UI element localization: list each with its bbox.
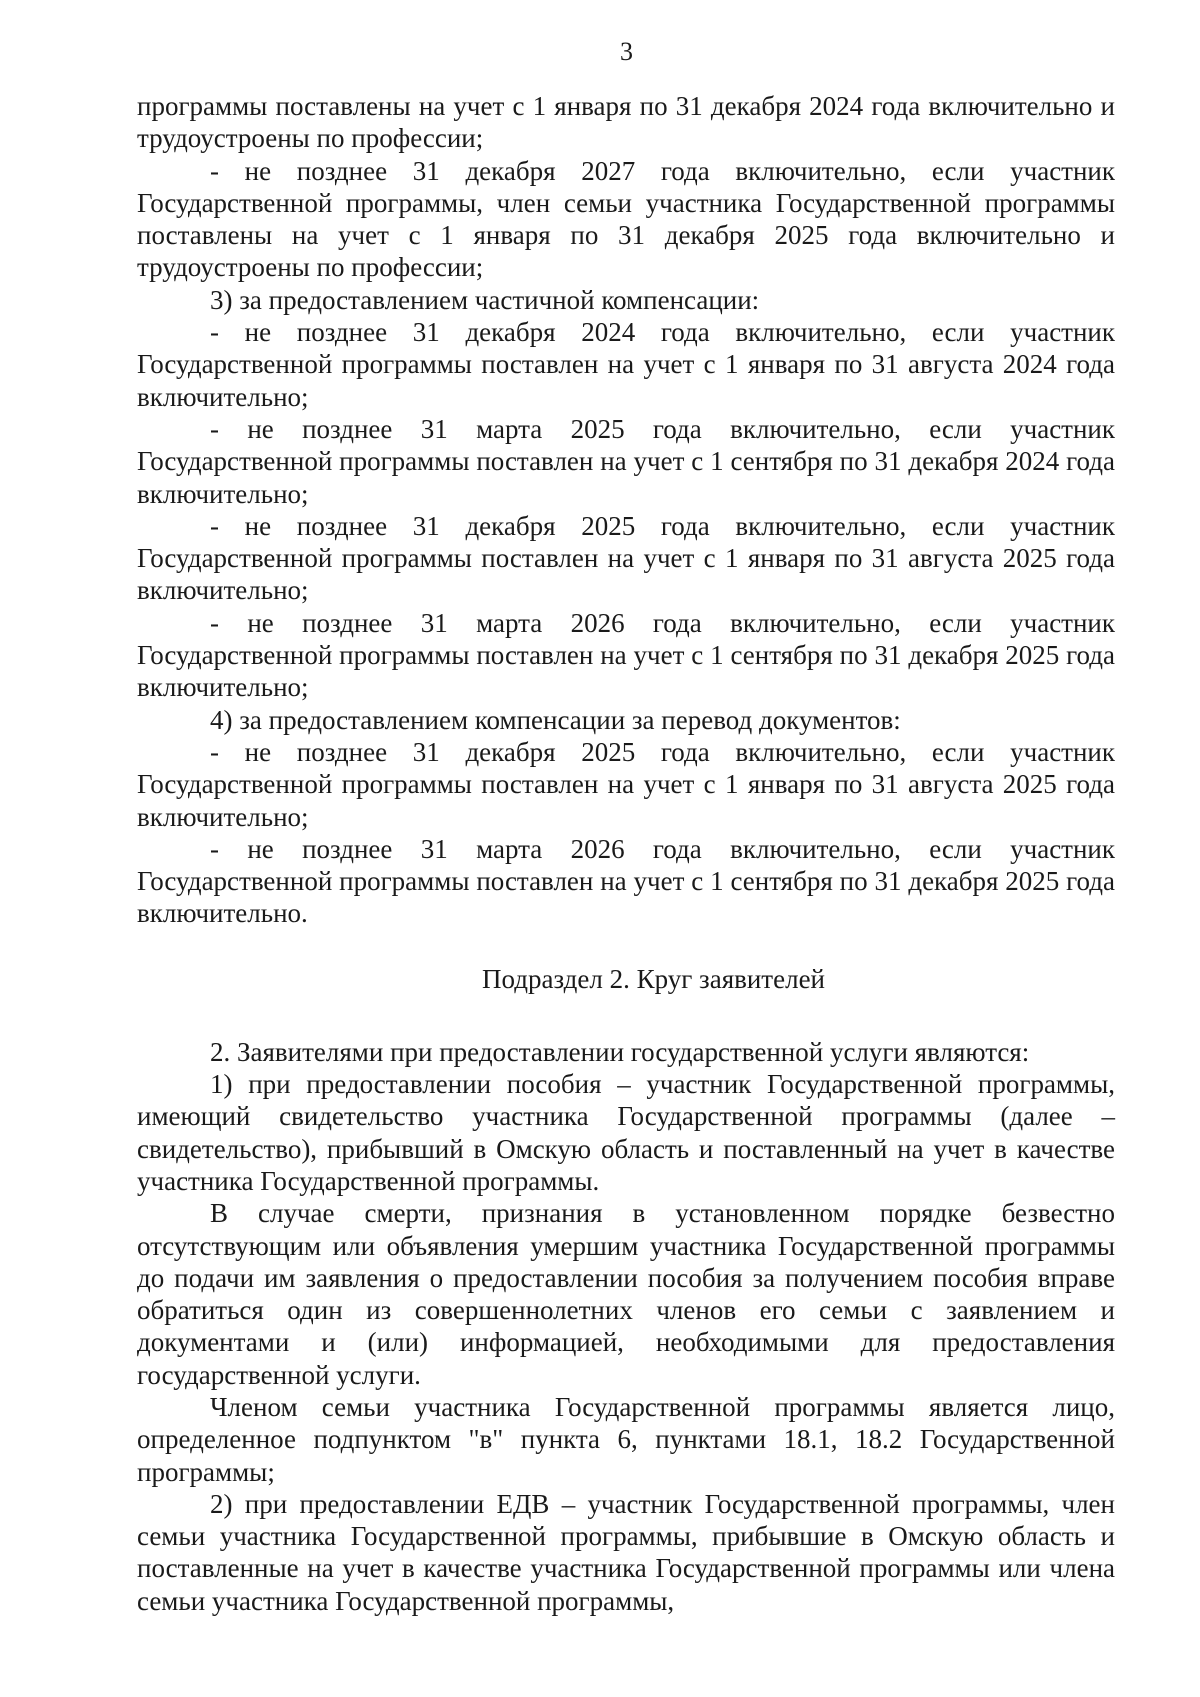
paragraph-partial-deadline-1: - не позднее 31 декабря 2024 года включительно, если участник Государственной программы поставлен на учет с 1 января по 31 августа 2024 года включительно; [137,317,1115,412]
page-number: 3 [620,37,633,66]
paragraph-partial-deadline-4: - не позднее 31 марта 2026 года включительно, если участник Государственной программы поставлен на учет с 1 сентября по 31 декабря 2025 года включительно; [137,607,1115,703]
paragraph-deadline-2027: - не позднее 31 декабря 2027 года включительно, если участник Государственной программы, член семьи участника Государственной программы поставлены на учет с 1 января по 31 декабря 2025 года включительно и трудоустроены по профессии; [137,155,1115,283]
paragraph-edv-applicant: 2) при предоставлении ЕДВ – участник Государственной программы, член семьи участника Государственной программы, прибывшие в Омскую область и поставленные на учет в качестве участника Государственной программы или члена семьи участника Государственной программы, [137,1488,1115,1616]
paragraph-translation-compensation: 4) за предоставлением компенсации за перевод документов: [210,704,901,735]
paragraph-allowance-applicant: 1) при предоставлении пособия – участник Государственной программы, имеющий свидетельство участника Государственной программы (далее – свидетельство), прибывший в Омскую область и поставленный на учет в качестве участника Государственной программы. [137,1069,1115,1196]
document-body [137,90,1115,1617]
paragraph-continuation: программы поставлены на учет с 1 января по 31 декабря 2024 года включительно и трудоустроены по профессии; [137,91,1115,154]
paragraph-translation-deadline-1: - не позднее 31 декабря 2025 года включительно, если участник Государственной программы поставлен на учет с 1 января по 31 августа 2025 года включительно; [137,736,1115,832]
paragraph-partial-deadline-3: - не позднее 31 декабря 2025 года включительно, если участник Государственной программы поставлен на учет с 1 января по 31 августа 2025 года включительно; [137,510,1115,606]
paragraph-partial-compensation: 3) за предоставлением частичной компенсации: [210,284,760,315]
paragraph-death-case: В случае смерти, признания в установленном порядке безвестно отсутствующим или объявления умершим участника Государственной программы до подачи им заявления о предоставлении пособия за получением пособия вправе обратиться один из совершеннолетних членов его семьи с заявлением и документами и (или) информацией, необходимыми для предоставления государственной услуги. [137,1198,1115,1390]
subsection-heading: Подраздел 2. Круг заявителей [482,963,825,994]
paragraph-applicants-intro: 2. Заявителями при предоставлении государственной услуги являются: [210,1036,1030,1067]
paragraph-translation-deadline-2: - не позднее 31 марта 2026 года включительно, если участник Государственной программы поставлен на учет с 1 сентября по 31 декабря 2025 года включительно. [137,833,1115,929]
paragraph-partial-deadline-2: - не позднее 31 марта 2025 года включительно, если участник Государственной программы поставлен на учет с 1 сентября по 31 декабря 2024 года включительно; [137,413,1115,509]
paragraph-family-member: Членом семьи участника Государственной программы является лицо, определенное подпунктом "в" пункта 6, пунктами 18.1, 18.2 Государственной программы; [137,1391,1115,1487]
